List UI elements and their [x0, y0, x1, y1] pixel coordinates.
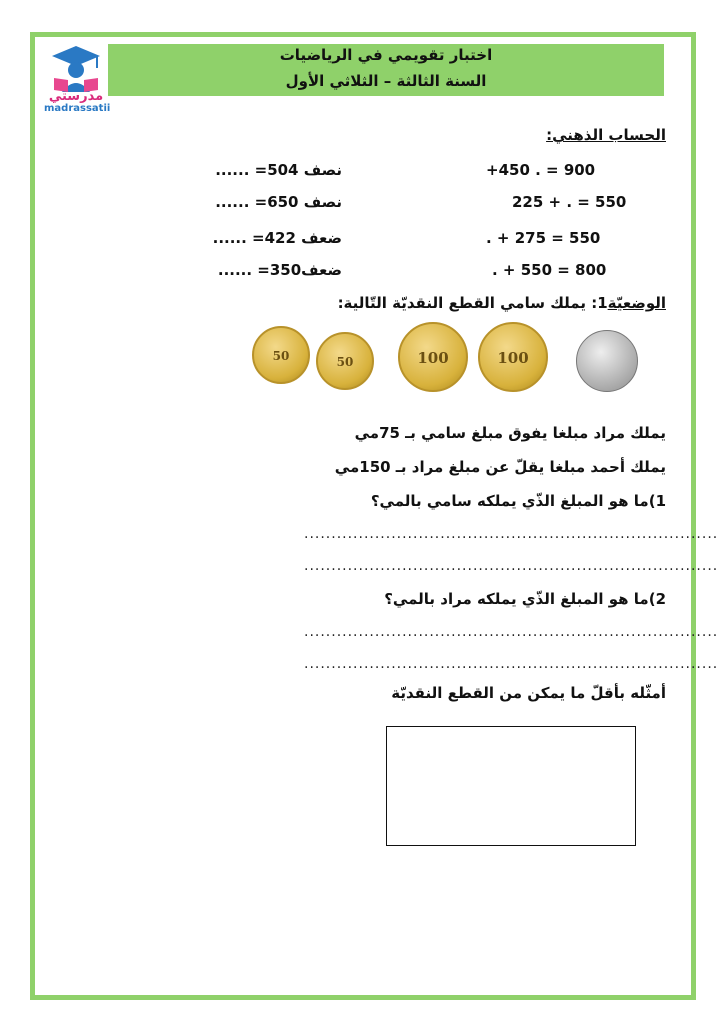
statement-murad: يملك مراد مبلغا يفوق مبلغ سامي بـ 75مي [354, 424, 666, 442]
situation-label: الوضعيّة [607, 294, 666, 312]
answer-line: ............................................................................ [304, 624, 719, 640]
answer-line: ............................................................................ [304, 526, 719, 542]
addition-1: +450 . = 900 [486, 161, 596, 179]
mental-math-heading: الحساب الذهني: [546, 126, 666, 144]
instruction: أمثّله بأقلّ ما يمكن من القطع النقديّة [391, 684, 666, 702]
double-1: ضعف 422= ...... [212, 229, 342, 247]
answer-line: ............................................................................ [304, 656, 719, 672]
gold-coin [316, 332, 374, 390]
double-2: ضعف350= ...... [217, 261, 342, 279]
header-banner [108, 44, 664, 96]
coin-value: 50 [336, 354, 354, 369]
logo-arabic: مدرستي [48, 89, 104, 104]
drawing-answer-box[interactable] [386, 726, 636, 846]
question-2: 2)ما هو المبلغ الذّي يملكه مراد بالمي؟ [384, 590, 666, 608]
situation-intro: : يملك سامي القطع النقديّة التّالية: [337, 294, 598, 312]
page-border [30, 32, 719, 1000]
question-1: 1)ما هو المبلغ الذّي يملكه سامي بالمي؟ [370, 492, 666, 510]
gold-coin [252, 326, 310, 384]
situation-heading [338, 294, 666, 312]
addition-4: . + 550 = 800 [492, 261, 607, 279]
gold-coin [478, 322, 548, 392]
situation-number: 1 [597, 294, 608, 312]
answer-line: ............................................................................ [304, 558, 719, 574]
half-2: نصف 650= ...... [215, 193, 342, 211]
statement-ahmed: يملك أحمد مبلغا يقلّ عن مبلغ مراد بـ 150مي [334, 458, 666, 476]
addition-2: 225 + . = 550 [512, 193, 627, 211]
addition-3: . + 275 = 550 [486, 229, 601, 247]
graduate-icon [44, 44, 108, 94]
page-subtitle: السنة الثالثة – الثلاثي الأول [285, 72, 487, 90]
coin-value: 100 [497, 349, 529, 368]
page-title: اختبار تقويمي في الرياضيات [279, 46, 493, 64]
coin-value: 50 [272, 348, 290, 363]
logo-latin: madrassatii [44, 103, 111, 114]
coin-value: 100 [417, 349, 449, 368]
half-1: نصف 504= ...... [215, 161, 342, 179]
silver-coin [576, 330, 638, 392]
gold-coin [398, 322, 468, 392]
